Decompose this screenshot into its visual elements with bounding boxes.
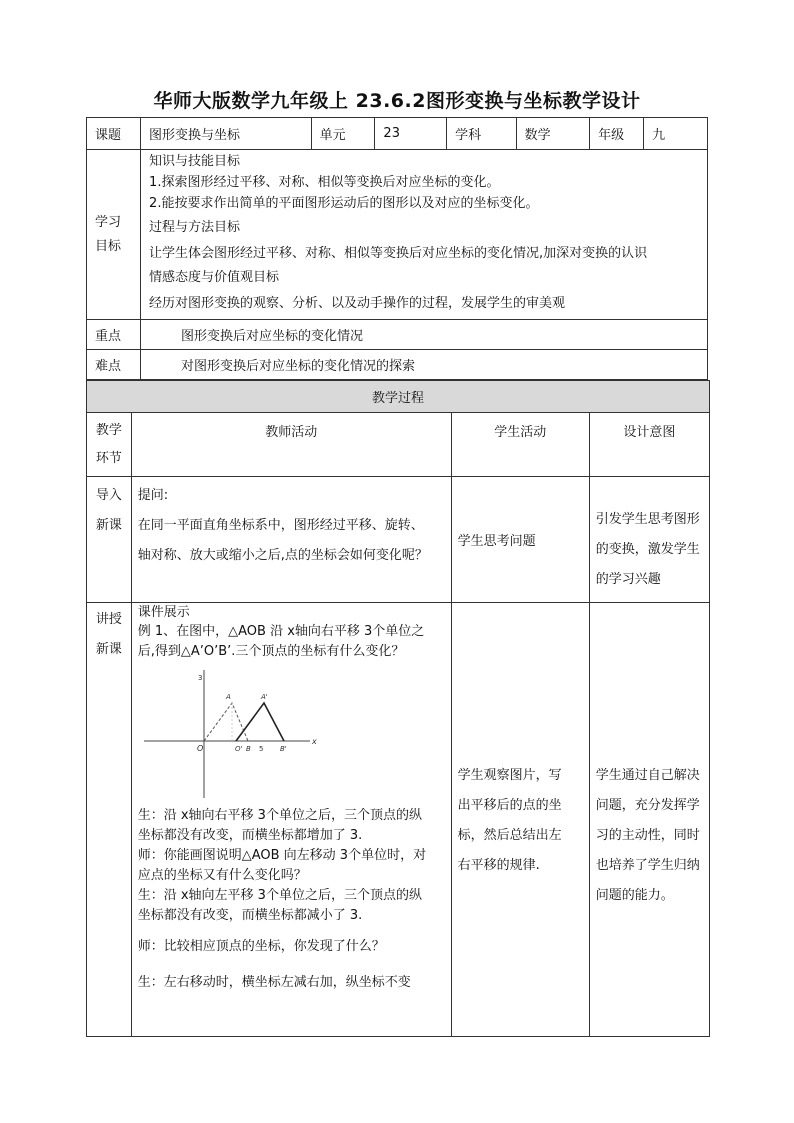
origin-label: O: [196, 744, 204, 753]
y-tick-label: 3: [197, 674, 203, 682]
process-header: 教学过程: [87, 381, 710, 413]
triangle-aob: [204, 703, 248, 741]
lecture-stage-line1: 讲授: [95, 612, 122, 627]
goals-line: 1.探索图形经过平移、对称、相似等变换后对应坐标的变化。: [149, 175, 500, 190]
col-teacher-header: 教师活动: [131, 413, 451, 477]
intro-intent: [589, 477, 709, 603]
goals-line: 情感态度与价值观目标: [149, 270, 280, 285]
lecture-student-line: 学生观察图片，写: [457, 768, 562, 783]
point-b-label: B: [245, 745, 251, 753]
unit-label: 单元: [311, 118, 375, 150]
lecture-teacher-line: 生：沿 x轴向右平移 3个单位之后，三个顶点的纵: [137, 808, 422, 823]
grade-label: 年级: [590, 118, 644, 150]
lecture-student-line: 标，然后总结出左: [457, 828, 562, 843]
intro-teacher: [131, 477, 451, 603]
lecture-intent-line: 习的主动性，同时: [595, 828, 700, 843]
goals-line: 经历对图形变换的观察、分析、以及动手操作的过程，发展学生的审美观: [149, 296, 566, 311]
difficulty-text: 对图形变换后对应坐标的变化情况的探索: [141, 350, 708, 380]
unit-value: 23: [375, 118, 447, 150]
x-axis-label: x: [311, 737, 317, 746]
difficulty-label: 难点: [87, 350, 141, 380]
goals-label-line1: 学习: [95, 214, 122, 230]
intro-teacher-line: 提问:: [137, 488, 169, 503]
goals-label-line2: 目标: [95, 238, 122, 254]
lecture-teacher-question: 师：比较相应顶点的坐标，你发现了什么？: [137, 939, 385, 954]
lecture-teacher-line: 生：沿 x轴向左平移 3个单位之后，三个顶点的纵: [137, 888, 422, 903]
lecture-teacher-line: 师：你能画图说明△AOB 向左移动 3个单位时，对: [137, 848, 427, 863]
lecture-intent-line: 问题，充分发挥学: [595, 798, 700, 813]
intro-stage: [87, 477, 132, 603]
lecture-teacher-line: 坐标都没有改变，而横坐标都减小了 3.: [137, 908, 363, 923]
lecture-intent-line: 问题的能力。: [595, 888, 674, 903]
col-stage-line2: 环节: [95, 451, 122, 466]
lecture-teacher-line: 例 1、在图中，△AOB 沿 x轴向右平移 3个单位之: [137, 624, 425, 639]
point-o2-label: O': [234, 745, 243, 753]
intro-intent-line: 引发学生思考图形: [595, 512, 700, 527]
lecture-teacher: [131, 603, 451, 1037]
triangle-aob-translated: [236, 703, 284, 741]
info-table: [86, 117, 708, 380]
col-stage-header: [87, 413, 132, 477]
lecture-student: [451, 603, 589, 1037]
intro-stage-line1: 导入: [95, 488, 122, 503]
goals-line: 2.能按要求作出简单的平面图形运动后的图形以及对应的坐标变化。: [149, 196, 539, 211]
intro-intent-line: 的变换，激发学生: [595, 542, 700, 557]
process-table: [86, 380, 710, 1037]
subject-label: 学科: [447, 118, 517, 150]
col-stage-line1: 教学: [95, 423, 122, 438]
lecture-intent-line: 也培养了学生归纳: [595, 858, 700, 873]
document-title: 华师大版数学九年级上 23.6.2图形变换与坐标教学设计: [153, 90, 641, 112]
point-a2-label: A': [260, 693, 268, 701]
col-student-header: 学生活动: [451, 413, 589, 477]
lecture-teacher-line: 后,得到△A’O’B’.三个顶点的坐标有什么变化？: [137, 644, 405, 659]
intro-teacher-line: 在同一平面直角坐标系中，图形经过平移、旋转、: [137, 518, 424, 533]
lecture-teacher-answer: 生：左右移动时，横坐标左减右加，纵坐标不变: [137, 975, 411, 990]
lecture-stage-line2: 新课: [95, 642, 122, 657]
lecture-intent-line: 学生通过自己解决: [595, 768, 700, 783]
lecture-intent: [589, 603, 709, 1037]
goals-line: 过程与方法目标: [149, 220, 241, 235]
course-label: 课题: [87, 118, 141, 150]
translation-figure: [142, 668, 332, 806]
intro-intent-line: 的学习兴趣: [595, 572, 661, 587]
goals-label: [87, 150, 141, 320]
point-a-label: A: [225, 693, 231, 701]
intro-student: 学生思考问题: [451, 477, 589, 603]
subject-value: 数学: [516, 118, 589, 150]
col-intent-header: 设计意图: [589, 413, 709, 477]
lecture-student-line: 出平移后的点的坐: [457, 798, 562, 813]
key-point-text: 图形变换后对应坐标的变化情况: [141, 320, 708, 350]
intro-stage-line2: 新课: [95, 518, 122, 533]
lecture-student-line: 右平移的规律.: [457, 858, 540, 873]
lecture-teacher-line: 课件展示: [137, 605, 190, 620]
point-b2-label: B': [279, 745, 287, 753]
key-point-label: 重点: [87, 320, 141, 350]
grade-value: 九: [644, 118, 708, 150]
x-tick-label: 5: [258, 745, 264, 753]
goals-line: 知识与技能目标: [149, 154, 241, 169]
goals-content: [141, 150, 708, 320]
lecture-teacher-line: 坐标都没有改变，而横坐标都增加了 3.: [137, 828, 363, 843]
lecture-teacher-line: 应点的坐标又有什么变化吗？: [137, 868, 307, 883]
course-value: 图形变换与坐标: [141, 118, 312, 150]
lecture-stage: [87, 603, 132, 1037]
intro-teacher-line: 轴对称、放大或缩小之后,点的坐标会如何变化呢？: [137, 548, 428, 563]
goals-line: 让学生体会图形经过平移、对称、相似等变换后对应坐标的变化情况,加深对变换的认识: [149, 246, 648, 261]
